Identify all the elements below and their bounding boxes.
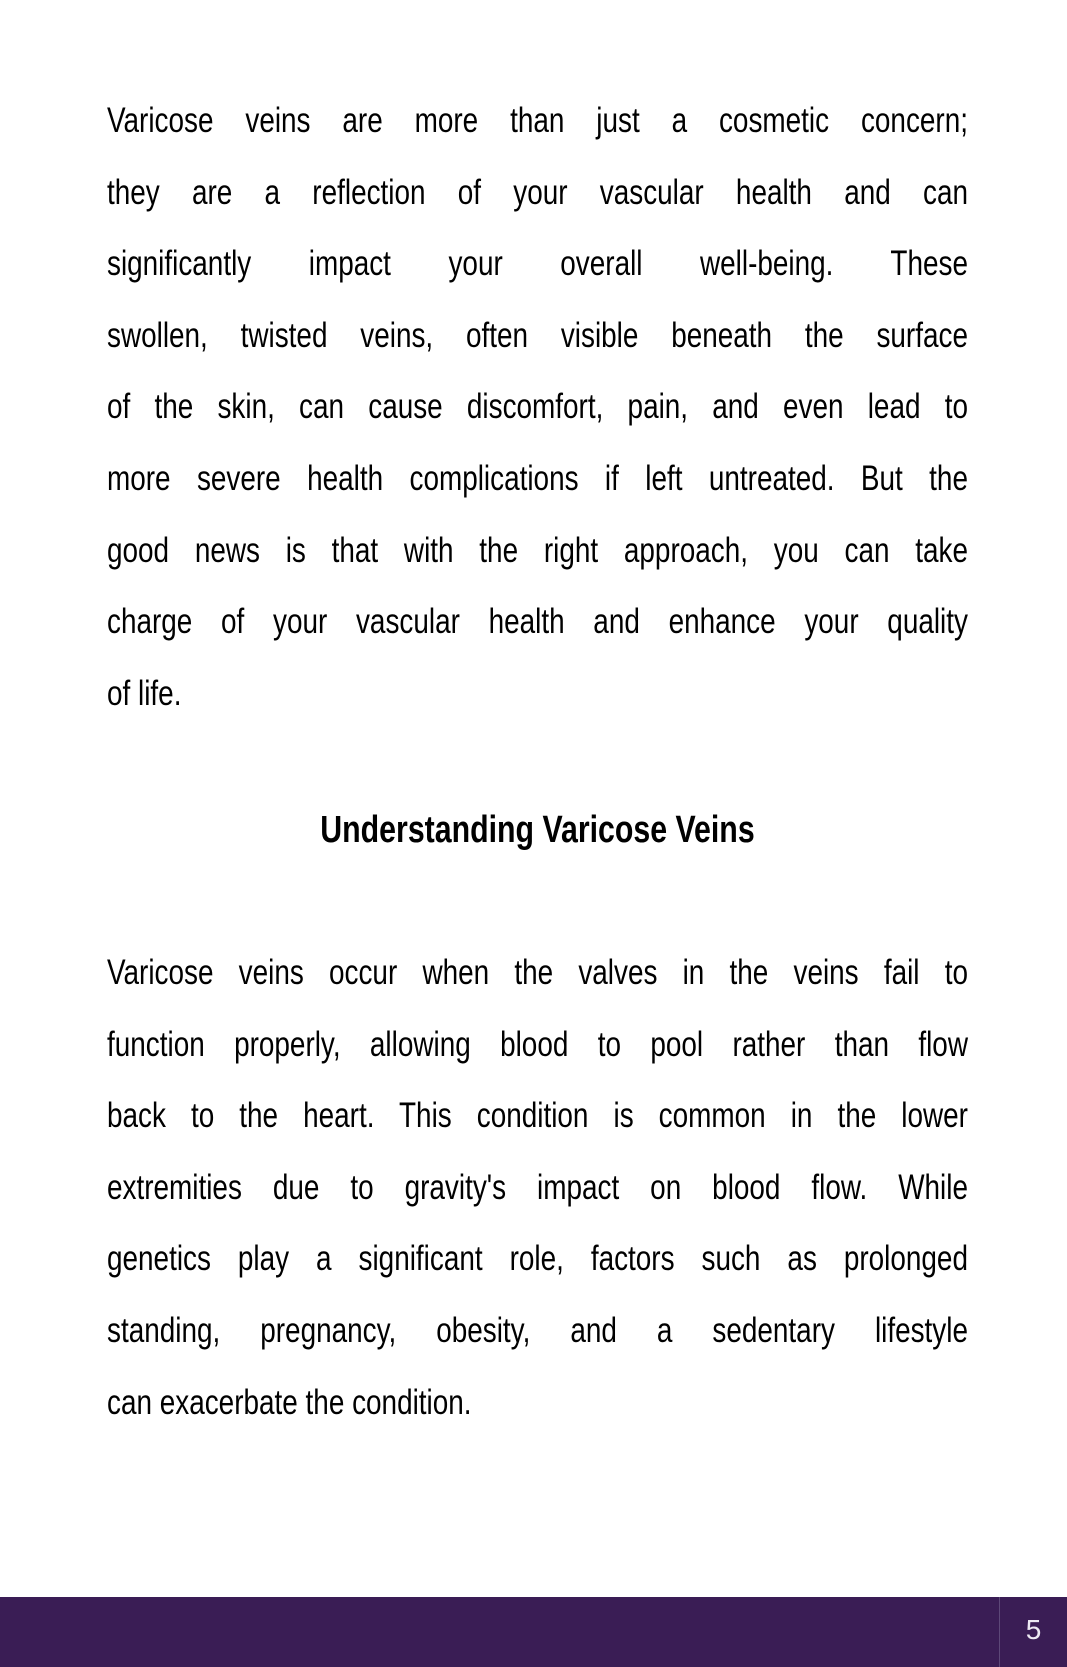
body-text-line: Varicose veins occur when the valves in the veins fail to [107, 952, 968, 992]
body-text-line: of the skin, can cause discomfort, pain, and even lead to [107, 387, 968, 427]
body-text-line: extremities due to gravity's impact on blood flow. While [107, 1167, 968, 1207]
paragraph-2 [107, 937, 968, 1438]
body-text-line: they are a reflection of your vascular health and can [107, 172, 968, 212]
body-text-line: significantly impact your overall well-being. These [107, 244, 968, 284]
paragraph-1 [107, 85, 968, 729]
page-content [107, 0, 968, 1438]
body-text-line: of life. [107, 673, 182, 713]
body-text-line: Varicose veins are more than just a cosmetic concern; [107, 101, 968, 140]
body-text-line: more severe health complications if left untreated. But the [107, 458, 968, 498]
body-text-line: can exacerbate the condition. [107, 1382, 472, 1422]
body-text-line: genetics play a significant role, factors such as prolonged [107, 1239, 968, 1279]
body-text-line: back to the heart. This condition is common in the lower [107, 1096, 968, 1136]
body-text-line: function properly, allowing blood to pool rather than flow [107, 1024, 968, 1064]
body-text-line: charge of your vascular health and enhance your quality [107, 602, 968, 642]
body-text-line: swollen, twisted veins, often visible beneath the surface [107, 315, 968, 355]
section-heading: Understanding Varicose Veins [320, 809, 755, 852]
body-text-line: good news is that with the right approach, you can take [107, 530, 968, 570]
page-number: 5 [1025, 1614, 1042, 1645]
page-footer [0, 1597, 1067, 1667]
body-text-line: standing, pregnancy, obesity, and a sedentary lifestyle [107, 1310, 968, 1350]
